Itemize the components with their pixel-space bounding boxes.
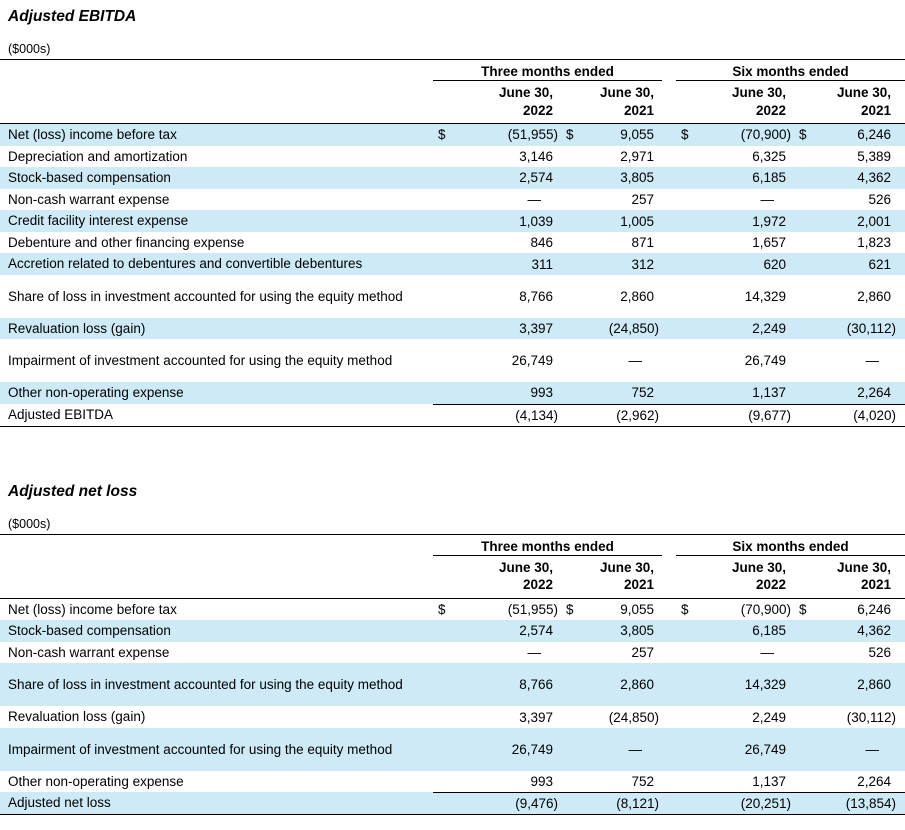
column-header: June 30, 2022	[676, 555, 794, 598]
currency-symbol: $	[438, 601, 446, 617]
currency-symbol	[794, 189, 818, 211]
period-group-header: Three months ended	[433, 535, 662, 556]
value-cell: —	[585, 728, 662, 771]
row-label: Other non-operating expense	[8, 773, 184, 789]
currency-symbol	[561, 728, 585, 771]
currency-symbol	[433, 404, 455, 426]
currency-symbol: $	[794, 124, 818, 146]
table-row	[0, 124, 905, 146]
value-cell: (8,121)	[585, 792, 662, 814]
value-cell: 752	[585, 382, 662, 404]
row-label: Stock-based compensation	[0, 167, 433, 189]
currency-symbol	[794, 275, 818, 318]
value-cell: 6,246	[857, 601, 892, 617]
value-cell: 257	[631, 645, 655, 661]
currency-symbol	[561, 167, 585, 189]
value-cell: 2,001	[818, 210, 905, 232]
value-cell: —	[865, 353, 880, 369]
currency-symbol	[676, 210, 698, 232]
value-cell: 2,574	[455, 167, 561, 189]
value-cell: 311	[455, 253, 561, 275]
value-cell: 26,749	[744, 353, 787, 369]
table-row	[0, 706, 905, 728]
currency-symbol	[794, 253, 818, 275]
currency-symbol	[433, 210, 455, 232]
currency-symbol	[794, 663, 818, 706]
table-header	[0, 535, 905, 599]
value-cell: (30,112)	[846, 709, 897, 725]
column-header: June 30, 2021	[794, 81, 905, 124]
table-row	[0, 642, 905, 664]
row-label: Revaluation loss (gain)	[8, 709, 146, 725]
currency-symbol	[794, 339, 818, 382]
currency-symbol	[433, 663, 455, 706]
value-cell: (24,850)	[585, 318, 662, 340]
column-header: June 30, 2022	[433, 81, 561, 124]
value-cell: 26,749	[698, 728, 794, 771]
row-label: Adjusted EBITDA	[0, 404, 433, 426]
currency-symbol	[561, 792, 585, 814]
value-cell: 871	[631, 235, 655, 251]
currency-symbol	[676, 771, 698, 793]
value-cell: 2,860	[818, 663, 905, 706]
row-label: Stock-based compensation	[0, 620, 433, 642]
currency-symbol: $	[681, 601, 689, 617]
value-cell: —	[527, 645, 541, 661]
table-row	[0, 146, 905, 168]
row-label: Share of loss in investment accounted for using the equity method	[8, 288, 403, 304]
value-cell: 6,185	[698, 167, 794, 189]
currency-symbol	[794, 232, 818, 254]
currency-symbol	[561, 210, 585, 232]
currency-symbol	[433, 167, 455, 189]
value-cell: (30,112)	[818, 318, 905, 340]
value-cell: 4,362	[818, 620, 905, 642]
currency-symbol	[433, 771, 455, 793]
value-cell: 993	[530, 773, 553, 789]
currency-symbol	[433, 728, 455, 771]
table-row	[0, 232, 905, 254]
value-cell: 1,039	[455, 210, 561, 232]
currency-symbol	[676, 728, 698, 771]
value-cell: (20,251)	[698, 792, 794, 814]
row-label: Non-cash warrant expense	[8, 191, 170, 207]
column-header: June 30, 2021	[794, 555, 905, 598]
value-cell: 993	[455, 382, 561, 404]
value-cell: 14,329	[698, 663, 794, 706]
value-cell: (24,850)	[608, 709, 660, 725]
row-label: Net (loss) income before tax	[0, 124, 433, 146]
column-header: June 30, 2022	[676, 81, 794, 124]
value-cell: 6,246	[818, 124, 905, 146]
period-group-header: Three months ended	[433, 60, 662, 81]
currency-symbol	[433, 189, 455, 211]
value-cell: (13,854)	[818, 792, 905, 814]
currency-symbol	[433, 232, 455, 254]
currency-symbol: $	[433, 124, 455, 146]
value-cell: (4,134)	[455, 404, 561, 426]
currency-symbol	[676, 232, 698, 254]
value-cell: 2,264	[857, 773, 892, 789]
value-cell: 752	[631, 773, 655, 789]
column-header: June 30, 2022	[433, 555, 561, 598]
currency-symbol	[794, 620, 818, 642]
currency-symbol: $	[566, 601, 574, 617]
currency-symbol	[794, 706, 818, 728]
currency-symbol	[794, 318, 818, 340]
section-title: Adjusted net loss	[8, 482, 138, 500]
table-header	[0, 60, 905, 124]
value-cell: (70,900)	[698, 124, 794, 146]
table-row	[0, 167, 905, 189]
value-cell: (2,962)	[585, 404, 662, 426]
currency-symbol	[561, 404, 585, 426]
value-cell: 1,005	[585, 210, 662, 232]
units-label: ($000s)	[0, 42, 905, 60]
currency-symbol	[676, 275, 698, 318]
table-row	[0, 210, 905, 232]
currency-symbol: $	[676, 124, 698, 146]
row-label: Depreciation and amortization	[8, 148, 188, 164]
table-body	[0, 124, 905, 426]
currency-symbol	[561, 275, 585, 318]
row-label: Net (loss) income before tax	[8, 601, 177, 617]
value-cell: 3,146	[519, 148, 553, 164]
currency-symbol	[676, 792, 698, 814]
currency-symbol	[676, 253, 698, 275]
value-cell: 526	[868, 645, 892, 661]
value-cell: 3,397	[455, 318, 561, 340]
financial-table	[0, 60, 905, 427]
value-cell: 257	[631, 192, 655, 207]
value-cell: 6,185	[698, 620, 794, 642]
value-cell: 2,971	[620, 148, 655, 164]
units-label: ($000s)	[0, 517, 905, 535]
table-row	[0, 771, 905, 793]
value-cell: 312	[585, 253, 662, 275]
table-row	[0, 253, 905, 275]
value-cell: 14,329	[744, 288, 787, 304]
currency-symbol	[433, 146, 455, 168]
value-cell: 9,055	[585, 124, 662, 146]
section-adjusted-net-loss	[0, 475, 905, 815]
value-cell: —	[527, 192, 541, 207]
currency-symbol	[561, 663, 585, 706]
value-cell: 2,860	[620, 288, 655, 304]
currency-symbol	[433, 792, 455, 814]
value-cell: —	[760, 645, 775, 661]
value-cell: (51,955)	[455, 124, 561, 146]
value-cell: 621	[818, 253, 905, 275]
value-cell: (70,900)	[740, 601, 792, 617]
currency-symbol	[794, 404, 818, 426]
row-label: Debenture and other financing expense	[8, 234, 245, 250]
value-cell: 3,805	[585, 167, 662, 189]
value-cell: 2,860	[585, 663, 662, 706]
value-cell: 26,749	[455, 728, 561, 771]
currency-symbol	[794, 642, 818, 664]
value-cell: 2,249	[752, 709, 787, 725]
total-row	[0, 404, 905, 426]
total-row	[0, 792, 905, 814]
row-label: Share of loss in investment accounted for using the equity method	[0, 663, 433, 706]
currency-symbol	[794, 146, 818, 168]
currency-symbol	[433, 706, 455, 728]
value-cell: (9,476)	[455, 792, 561, 814]
value-cell: 846	[530, 235, 553, 251]
value-cell: 8,766	[455, 663, 561, 706]
value-cell: (4,020)	[818, 404, 905, 426]
value-cell: —	[628, 353, 643, 369]
row-label: Impairment of investment accounted for using the equity method	[8, 353, 393, 369]
currency-symbol	[433, 339, 455, 382]
value-cell: 5,389	[857, 148, 892, 164]
currency-symbol	[794, 210, 818, 232]
table-row	[0, 318, 905, 340]
currency-symbol	[433, 642, 455, 664]
value-cell: 1,657	[752, 235, 787, 251]
currency-symbol	[676, 706, 698, 728]
row-label: Impairment of investment accounted for using the equity method	[0, 728, 433, 771]
column-header: June 30, 2021	[561, 555, 662, 598]
value-cell: 4,362	[818, 167, 905, 189]
currency-symbol	[561, 339, 585, 382]
value-cell: 6,325	[752, 148, 787, 164]
value-cell: 1,823	[857, 235, 892, 251]
currency-symbol	[794, 728, 818, 771]
table-body	[0, 598, 905, 814]
value-cell: 526	[868, 192, 892, 207]
currency-symbol	[433, 275, 455, 318]
currency-symbol	[433, 620, 455, 642]
period-group-header: Six months ended	[676, 60, 905, 81]
value-cell: (9,677)	[698, 404, 794, 426]
table-row	[0, 382, 905, 404]
value-cell: 1,972	[698, 210, 794, 232]
financial-table	[0, 535, 905, 815]
row-label: Other non-operating expense	[0, 382, 433, 404]
currency-symbol	[433, 382, 455, 404]
table-row	[0, 598, 905, 620]
currency-symbol	[676, 382, 698, 404]
currency-symbol	[794, 167, 818, 189]
table-row	[0, 275, 905, 318]
currency-symbol	[676, 189, 698, 211]
table-row	[0, 728, 905, 771]
row-label: Accretion related to debentures and convertible debentures	[0, 253, 433, 275]
value-cell: —	[760, 192, 775, 207]
currency-symbol	[433, 253, 455, 275]
value-cell: 2,264	[818, 382, 905, 404]
currency-symbol	[561, 189, 585, 211]
value-cell: 3,397	[519, 709, 553, 725]
value-cell: 2,860	[857, 288, 892, 304]
currency-symbol	[794, 771, 818, 793]
value-cell: 9,055	[620, 601, 655, 617]
row-label: Adjusted net loss	[0, 792, 433, 814]
table-row	[0, 339, 905, 382]
value-cell: 26,749	[511, 353, 553, 369]
currency-symbol	[676, 642, 698, 664]
value-cell: 1,137	[698, 382, 794, 404]
period-group-header: Six months ended	[676, 535, 905, 556]
table-row	[0, 663, 905, 706]
value-cell: 1,137	[752, 773, 787, 789]
column-header: June 30, 2021	[561, 81, 662, 124]
currency-symbol	[794, 792, 818, 814]
currency-symbol	[561, 706, 585, 728]
currency-symbol	[676, 146, 698, 168]
currency-symbol	[794, 382, 818, 404]
row-label: Revaluation loss (gain)	[0, 318, 433, 340]
currency-symbol	[433, 318, 455, 340]
currency-symbol	[561, 771, 585, 793]
currency-symbol	[561, 232, 585, 254]
value-cell: 2,249	[698, 318, 794, 340]
row-label: Credit facility interest expense	[0, 210, 433, 232]
currency-symbol	[561, 146, 585, 168]
currency-symbol	[676, 663, 698, 706]
value-cell: 620	[698, 253, 794, 275]
currency-symbol	[561, 253, 585, 275]
currency-symbol	[676, 167, 698, 189]
value-cell: 2,574	[455, 620, 561, 642]
currency-symbol	[676, 404, 698, 426]
currency-symbol: $	[799, 601, 807, 617]
currency-symbol	[676, 620, 698, 642]
currency-symbol	[561, 318, 585, 340]
currency-symbol	[561, 620, 585, 642]
currency-symbol	[561, 642, 585, 664]
value-cell: (51,955)	[507, 601, 558, 617]
currency-symbol	[676, 339, 698, 382]
table-row	[0, 189, 905, 211]
currency-symbol	[561, 382, 585, 404]
currency-symbol	[676, 318, 698, 340]
table-row	[0, 620, 905, 642]
value-cell: 3,805	[585, 620, 662, 642]
value-cell: —	[818, 728, 905, 771]
section-title: Adjusted EBITDA	[8, 8, 137, 25]
value-cell: 8,766	[519, 288, 553, 304]
currency-symbol: $	[561, 124, 585, 146]
row-label: Non-cash warrant expense	[8, 644, 170, 660]
